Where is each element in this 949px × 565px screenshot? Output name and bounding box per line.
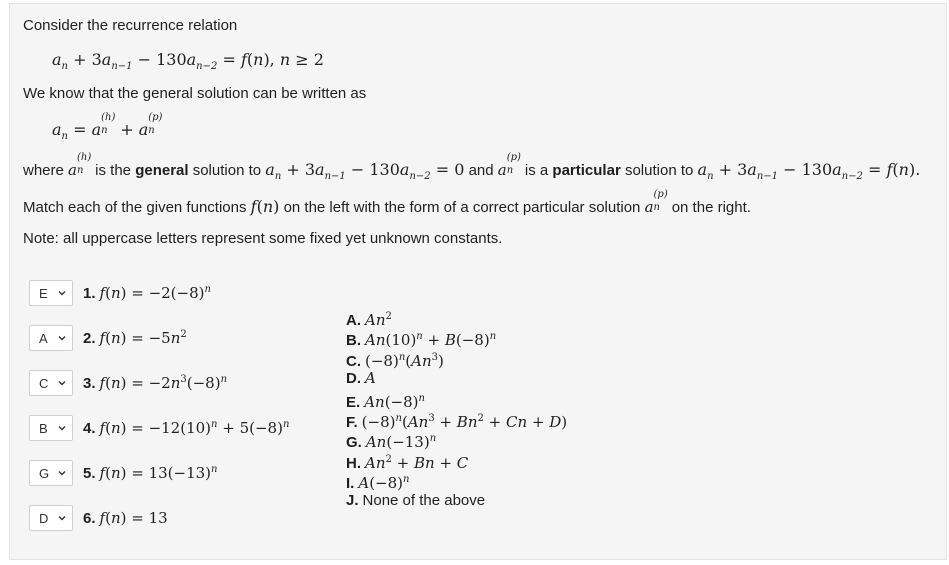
answer-option-a: A. An$^2$ bbox=[346, 311, 392, 329]
question-row-4 bbox=[29, 413, 289, 443]
question-panel bbox=[9, 3, 947, 560]
chevron-down-icon bbox=[58, 469, 66, 477]
answer-select-3[interactable]: C bbox=[29, 370, 73, 396]
where-sentence: where a (h) n is the general solution to $a_n + 3a_{n-1} - 130a_{n-2} = 0$ and a (p) n is a particular solution to $a_n + 3a_{n-1} - 130a_{n-2} = f(n)$. bbox=[23, 152, 921, 183]
chevron-down-icon bbox=[58, 334, 66, 342]
question-label-3: 3. $f(n) = -2n^3(-8)^n$ bbox=[83, 374, 228, 392]
answer-option-c: C. $(-8)^n(An^3)$ bbox=[346, 351, 444, 370]
question-label-5: 5. $f(n) = 13(-13)^n$ bbox=[83, 464, 218, 482]
question-label-1: 1. $f(n) = -2(-8)^n$ bbox=[83, 284, 211, 302]
general-form-equation: $a_n = a$ (h) n + a (p) n bbox=[52, 112, 163, 143]
answer-option-j: J. None of the above bbox=[346, 491, 486, 509]
answer-option-g: G. $An(-13)^n$ bbox=[346, 433, 437, 452]
question-label-2: 2. $f(n) = -5n^2$ bbox=[83, 329, 187, 347]
answer-options-list bbox=[346, 307, 567, 511]
question-row-1 bbox=[29, 278, 211, 308]
answer-option-e: E. $An(-8)^n$ bbox=[346, 392, 425, 411]
chevron-down-icon bbox=[58, 379, 66, 387]
question-row-5 bbox=[29, 458, 217, 488]
answer-select-1[interactable]: E bbox=[29, 280, 73, 306]
answer-option-i: I. $A(-8)^n$ bbox=[346, 474, 410, 493]
note-text: Note: all uppercase letters represent some fixed yet unknown constants. bbox=[23, 230, 503, 247]
answer-option-f: F. $(-8)^n(An^3 + Bn^2 + Cn + D)$ bbox=[346, 412, 568, 431]
answer-select-2[interactable]: A bbox=[29, 325, 73, 351]
question-label-4: 4. $f(n) = -12(10)^n + 5(-8)^n$ bbox=[83, 419, 290, 437]
question-label-6: 6. f(n) = 13 bbox=[83, 509, 168, 527]
answer-select-6[interactable]: D bbox=[29, 505, 73, 531]
answer-select-5[interactable]: G bbox=[29, 460, 73, 486]
question-row-3 bbox=[29, 368, 227, 398]
answer-select-4[interactable]: B bbox=[29, 415, 73, 441]
recurrence-equation: $a_n + 3a_{n-1} - 130a_{n-2} = f(n)$, n ≥ 2 bbox=[52, 50, 324, 73]
answer-option-d: D. A bbox=[346, 369, 376, 388]
chevron-down-icon bbox=[58, 289, 66, 297]
question-row-2 bbox=[29, 323, 187, 353]
answer-option-b: B. $An(10)^n + B(-8)^n$ bbox=[346, 331, 497, 350]
question-row-6 bbox=[29, 503, 168, 533]
match-instructions: Match each of the given functions f(n) on the left with the form of a correct particular solution a (p) n on the right. bbox=[23, 189, 751, 216]
chevron-down-icon bbox=[58, 424, 66, 432]
general-intro-text: We know that the general solution can be written as bbox=[23, 85, 367, 102]
answer-option-h: H. $An^2 + Bn + C$ bbox=[346, 453, 469, 472]
chevron-down-icon bbox=[58, 514, 66, 522]
intro-text: Consider the recurrence relation bbox=[23, 17, 238, 34]
